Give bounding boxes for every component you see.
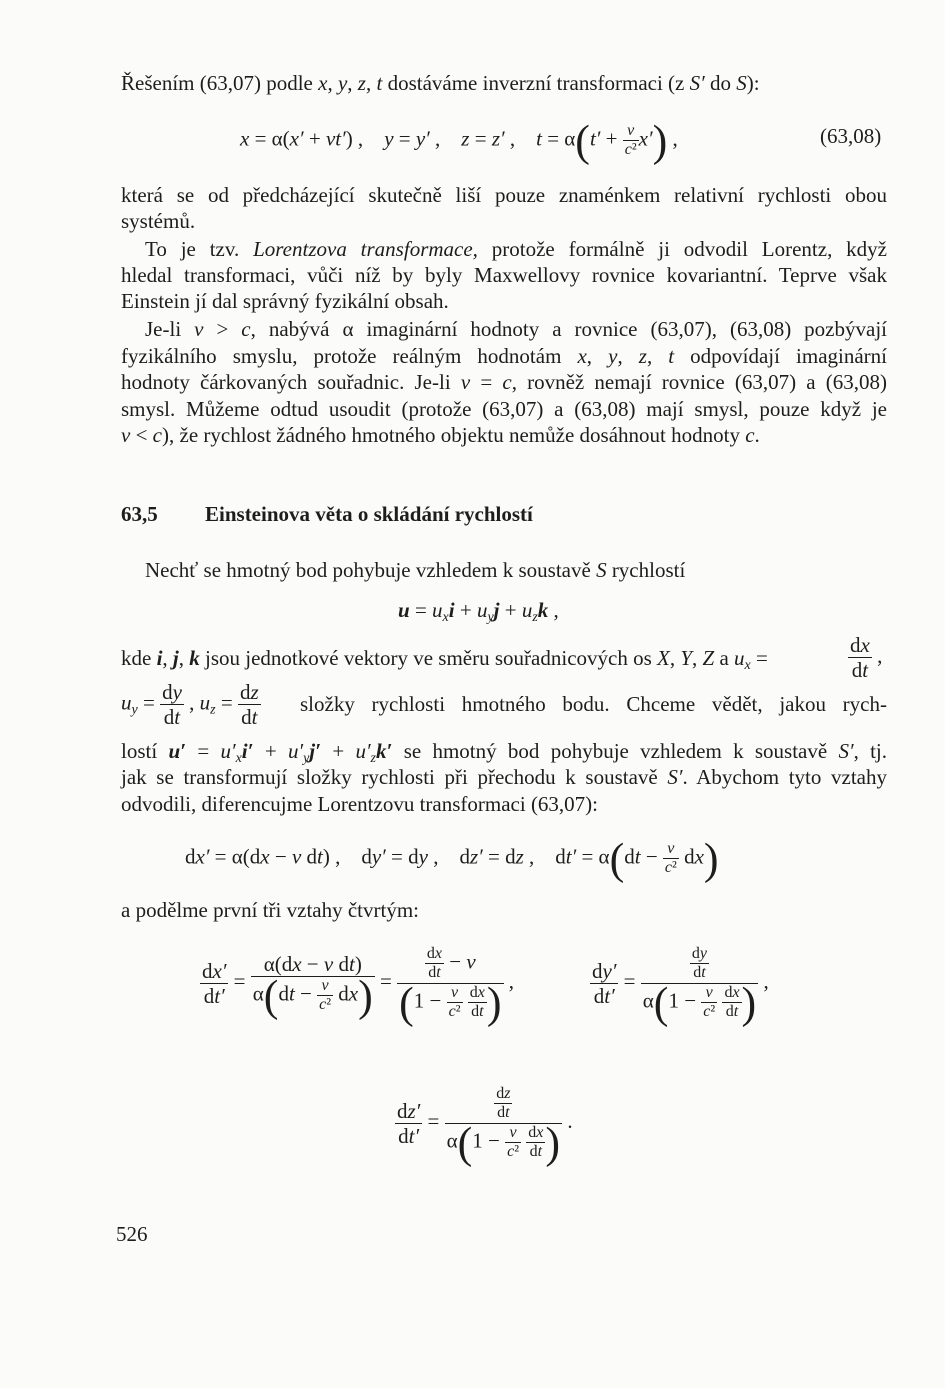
frac-dx-dt: $\frac{dx}{dt}$ , (850, 633, 883, 683)
equation-differentials: dx′ = α(dx − v dt) , dy′ = dy , dz′ = dz , dt′ = α(dt − $\frac{v}{\text{c²}}$ dx) (185, 834, 719, 884)
equation-ux-prime: $\frac{dx'}{dt'}$ = α(dx − v dt) α(dt − $\frac{v}{\text{c²}}$ dx) = $\frac{dx}{dt}$ − v (1 − $\frac{v}{\text{c²}}$ $\frac{dx}{dt}$ ) , (202, 945, 515, 1028)
intro-line: Řešením (63,07) podle x, y, z, t dostáváme inverzní transformaci (z S′ do S): (121, 71, 760, 95)
para2-line1: To je tzv. Lorentzova transformace, protože formálně ji odvodil Lorentz, když (145, 237, 887, 261)
para2-line2: hledal transformaci, vůči níž by byly Maxwellovy rovnice kovariantní. Teprve však (121, 263, 887, 287)
para3-line2: fyzikálního smyslu, protože reálným hodnotám x, y, z, t odpovídají imaginární (121, 344, 888, 368)
equation-uz-prime: $\frac{dz'}{dt'}$ = $\frac{dz}{dt}$ α(1 − $\frac{v}{\text{c²}}$ $\frac{dx}{dt}$ ) . (397, 1085, 573, 1168)
para5-line2-text: složky rychlosti hmotného bodu. Chceme vědět, jakou rych- (300, 692, 887, 716)
para1-line1: která se od předcházející skutečně liší pouze znaménkem relativní rychlosti obou (121, 183, 887, 207)
para3-line4: smysl. Můžeme odtud usoudit (protože (63,07) a (63,08) mají smysl, pouze když je (121, 397, 887, 421)
equation-63-08: x = α(x′ + vt′) , y = y′ , z = z′ , t = α(t′ + $\frac{v}{\text{c²}}$ x′) , (240, 116, 678, 166)
section-title: Einsteinova věta o skládání rychlostí (205, 502, 533, 526)
equation-number-63-08: (63,08) (820, 124, 882, 148)
equation-velocity: $u = u_xi + u_yj + u_zk$ , (398, 598, 559, 625)
para6-line: a podělme první tři vztahy čtvrtým: (121, 898, 419, 922)
para5-line3: lostí $u' = u'_xi' + u'_yj' + u'_zk'$ se hmotný bod pohybuje vzhledem k soustavě S′, tj. (121, 739, 888, 766)
para2-line3: Einstein jí dal správný fyzikální obsah. (121, 289, 449, 313)
para3-line5: v < c), že rychlost žádného hmotného objektu nemůže dosáhnout hodnoty c. (121, 423, 760, 447)
equation-uy-prime: $\frac{dy'}{dt'}$ = $\frac{dy}{dt}$ α(1 − $\frac{v}{\text{c²}}$ $\frac{dx}{dt}$ ) , (592, 945, 769, 1028)
para5-line1: kde i, j, k jsou jednotkové vektory ve směru souřadnicových os X, Y, Z a $u_x$ = (121, 646, 768, 673)
page-number: 526 (116, 1222, 148, 1246)
section-number: 63,5 (121, 502, 158, 526)
para3-line3: hodnoty čárkovaných souřadnic. Je-li v = c, rovněž nemají rovnice (63,07) a (63,08) (121, 370, 887, 394)
para1-line2: systémů. (121, 209, 196, 233)
para5-line2-math: $u_y$ = $\frac{dy}{dt}$ , $u_z$ = $\frac{dz}{dt}$ (121, 680, 259, 730)
para5-line5: odvodili, diferencujme Lorentzovu transformaci (63,07): (121, 792, 599, 816)
para3-line1: Je-li v > c, nabývá α imaginární hodnoty a rovnice (63,07), (63,08) pozbývají (145, 317, 887, 341)
para5-line4: jak se transformují složky rychlosti při přechodu k soustavě S′. Abychom tyto vztahy (121, 765, 888, 789)
para4-line: Nechť se hmotný bod pohybuje vzhledem k soustavě S rychlostí (145, 558, 686, 582)
